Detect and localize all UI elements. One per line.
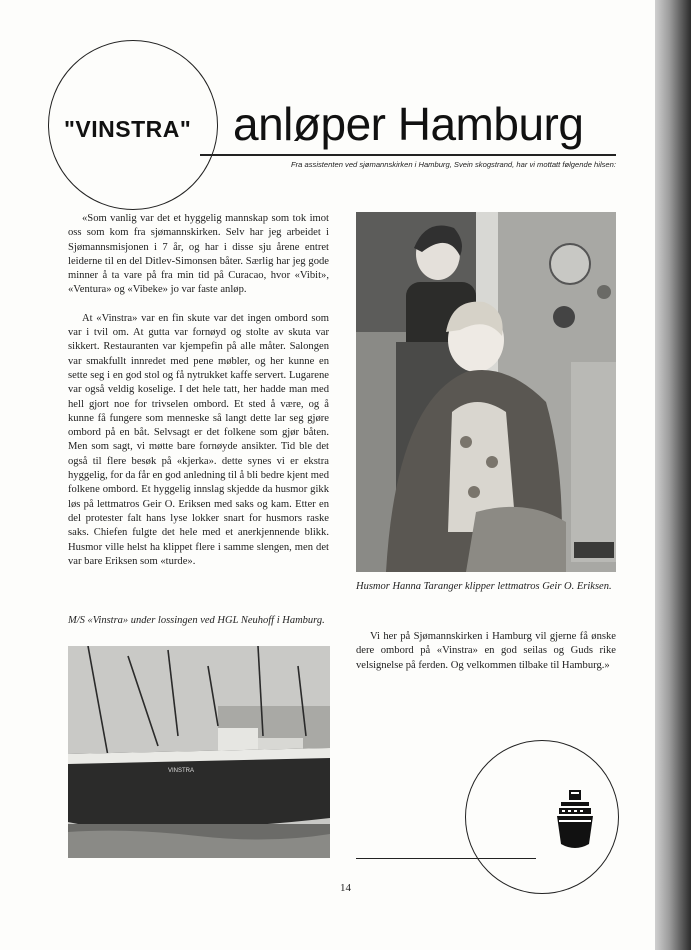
bottom-rule	[356, 858, 536, 859]
haircut-photo	[356, 212, 616, 572]
ship-photo	[68, 646, 330, 858]
article-paragraph: At «Vinstra» var en fin skute var det ingen ombord som var i tvil om. At gutta var fornøyd og stolte av skuta var sikkert. Restauranten var kjempefin på alle måter. Salongen var smakfullt innredet med pene møbler, og her kunne en sette seg i en god stol og få nytrukket kaffe servert. Lugarene var også veldig koselige. I det hele tatt, her hadde man med hell gjort noe for trivselen ombord. Et sted å være, og å kunne få fungere som menneske så langt dette lar seg gjøre ombord på en båt. Selvsagt er det folkene som gjør båten. Men som sagt, vi møtte bare fornøyde ansikter. Tid ble det også til flere besøk på «kjerka». dette synes vi er ekstra hyggelig, for da får en god anledning til å bli bedre kjent med folkene ombord. Et hyggelig innslag skjedde da husmor gikk løs på lettmatros Geir O. Eriksen med saks og kam. Etter en del protester falt hans lyse lokker snart for husmors raske saks. Chiefen fulgte det hele med et anerkjennende blikk. Husmor ville helst ha klippet flere i samme slengen, men det var bare Eriksen som «turde».	[68, 312, 329, 567]
haircut-photo-art	[356, 212, 616, 572]
ship-caption: M/S «Vinstra» under lossingen ved HGL Neuhoff i Hamburg.	[68, 615, 325, 626]
closing-paragraph: Vi her på Sjømannskirken i Hamburg vil gjerne få ønske dere ombord på «Vinstra» en god seilas og Guds rike velsignelse på ferden. Og velkommen tilbake til Hamburg.»	[356, 631, 616, 671]
page-number: 14	[340, 882, 351, 894]
ship-hull-name: VINSTRA	[168, 768, 195, 774]
ship-icon	[553, 790, 597, 852]
article-paragraph: «Som vanlig var det et hyggelig mannskap som tok imot oss som kom fra sjømannskirken. Selv har jeg arbeidet i Sjømannsmisjonen i 7 år, og har i disse sju årene entret leiderne til en del Ditlev-Simonsen båter. Særlig har jeg gode minner å ta vare på fra min tid på Curacao, hvor «Vibit», «Ventura» og «Vibeke» jo var faste anløp.	[68, 213, 329, 296]
haircut-caption: Husmor Hanna Taranger klipper lettmatros Geir O. Eriksen.	[356, 581, 612, 592]
ship-photo-art	[68, 646, 330, 858]
ship-name-title: "VINSTRA"	[64, 116, 192, 142]
title-rule	[200, 154, 616, 156]
article-body	[68, 212, 329, 583]
page-title: anløper Hamburg	[233, 98, 584, 150]
intro-line: Fra assistenten ved sjømannskirken i Hamburg, Svein skogstrand, har vi mottatt følgende hilsen:	[291, 160, 616, 169]
page-edge	[655, 0, 691, 950]
